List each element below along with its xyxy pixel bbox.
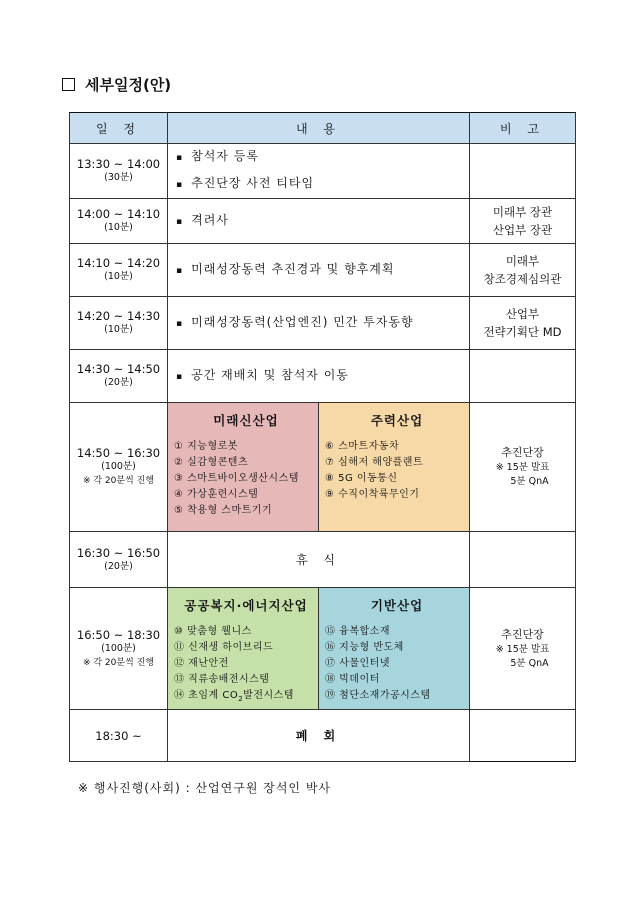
list-item: ⑬ 직류송배전시스템: [174, 674, 270, 685]
closing-label: 폐 회: [168, 710, 470, 762]
table-row: [70, 297, 576, 350]
table-header-row: [70, 113, 576, 144]
remark-line: 5분 QnA: [510, 476, 549, 487]
session-note: ※ 각 20분씩 진행: [82, 657, 155, 668]
list-item: ⑪ 신재생 하이브리드: [174, 642, 274, 653]
table-row: [70, 144, 576, 199]
content-item: ▪ 참석자 등록: [176, 144, 469, 171]
list-item: ⑨ 수직이착륙무인기: [325, 489, 420, 500]
duration: (30분): [104, 172, 133, 183]
time-range: 14:30 ~ 14:50: [76, 362, 161, 376]
time-range: 13:30 ~ 14:00: [76, 157, 161, 171]
content-item: ▪ 추진단장 사전 티타임: [176, 171, 469, 198]
header-remark: 비 고: [470, 113, 576, 144]
break-row: [70, 532, 576, 588]
panel-title: 기반산업: [370, 598, 424, 613]
remark-line: 미래부: [505, 254, 540, 268]
list-item: ⑩ 맞춤형 웰니스: [174, 626, 252, 637]
remark-line: 산업부: [505, 307, 540, 321]
remark-title: 추진단장: [501, 446, 544, 459]
list-item: ⑧ 5G 이동통신: [325, 473, 398, 484]
table-row: [70, 350, 576, 403]
duration: (20분): [104, 560, 133, 572]
remark-line: 산업부 장관: [492, 223, 553, 237]
table-row: [70, 199, 576, 244]
footer-note: ※ 행사진행(사회) : 산업연구원 장석인 박사: [78, 781, 332, 795]
session-note: ※ 각 20분씩 진행: [82, 476, 155, 486]
list-item: ⑭ 초임계 $CO_2$발전시스템: [174, 690, 294, 703]
content-item: ▪ 격려사: [176, 208, 469, 235]
list-item: ③ 스마트바이오생산시스템: [174, 473, 299, 484]
remark-line: ※ 15분 발표: [495, 462, 550, 473]
session-row-2: [70, 588, 576, 710]
list-item: ⑲ 첨단소재가공시스템: [325, 690, 431, 701]
list-item: ① 지능형로봇: [174, 441, 238, 452]
list-item: ⑯ 지능형 반도체: [325, 642, 404, 653]
schedule-table: [69, 112, 576, 762]
content-item: ▪ 공간 재배치 및 참석자 이동: [176, 363, 469, 390]
list-item: ④ 가상훈련시스템: [174, 489, 259, 500]
future-industry-panel: [168, 403, 318, 531]
header-time: 일 정: [70, 113, 168, 144]
remark-line: 전략기획단 MD: [483, 325, 562, 339]
remark-title: 추진단장: [501, 627, 544, 641]
duration: (100분): [101, 461, 136, 472]
list-item: ⑱ 빅데이터: [325, 674, 380, 685]
list-item: ⑫ 재난안전: [174, 658, 229, 669]
remark-line: 5분 QnA: [510, 657, 549, 669]
duration: (10분): [104, 324, 133, 335]
table-row: [70, 244, 576, 297]
duration: (20분): [104, 377, 133, 388]
duration: (10분): [104, 222, 133, 233]
public-welfare-energy-panel: [168, 588, 318, 709]
remark-line: 창조경제심의관: [483, 272, 562, 286]
remark-line: 미래부 장관: [492, 205, 553, 219]
header-content: 내 용: [168, 113, 470, 144]
content-item: ▪ 미래성장동력(산업엔진) 민간 투자동향: [176, 310, 469, 337]
content-item: ▪ 미래성장동력 추진경과 및 향후계획: [176, 257, 469, 284]
time-range: 14:50 ~ 16:30: [76, 446, 161, 460]
time-range: 16:50 ~ 18:30: [76, 627, 161, 642]
list-item: ⑦ 심해저 해양플랜트: [325, 457, 424, 468]
panel-title: 주력산업: [370, 413, 424, 428]
duration: (10분): [104, 271, 133, 282]
closing-row: [70, 710, 576, 762]
section-heading: [62, 74, 171, 95]
panel-title: 공공복지·에너지산업: [184, 598, 308, 613]
time-range: 14:20 ~ 14:30: [76, 309, 161, 323]
session-row-1: [70, 403, 576, 532]
time-range: 18:30 ~: [70, 710, 168, 762]
base-industry-panel: [318, 588, 469, 709]
list-item: ② 실감형콘텐츠: [174, 457, 249, 468]
list-item: ⑥ 스마트자동차: [325, 441, 400, 452]
remark-line: ※ 15분 발표: [495, 643, 550, 655]
main-industry-panel: [318, 403, 469, 531]
checkbox-square-icon: [62, 78, 75, 91]
time-range: 14:00 ~ 14:10: [76, 207, 161, 221]
panel-title: 미래신산업: [213, 413, 279, 428]
heading-text: 세부일정(안): [85, 76, 172, 94]
list-item: ⑮ 융복합소재: [325, 626, 390, 637]
time-range: 16:30 ~ 16:50: [76, 545, 161, 560]
time-range: 14:10 ~ 14:20: [76, 256, 161, 270]
break-label: 휴 식: [168, 532, 470, 588]
list-item: ⑤ 착용형 스마트기기: [174, 505, 273, 516]
duration: (100분): [101, 642, 136, 654]
list-item: ⑰ 사물인터넷: [325, 658, 390, 669]
